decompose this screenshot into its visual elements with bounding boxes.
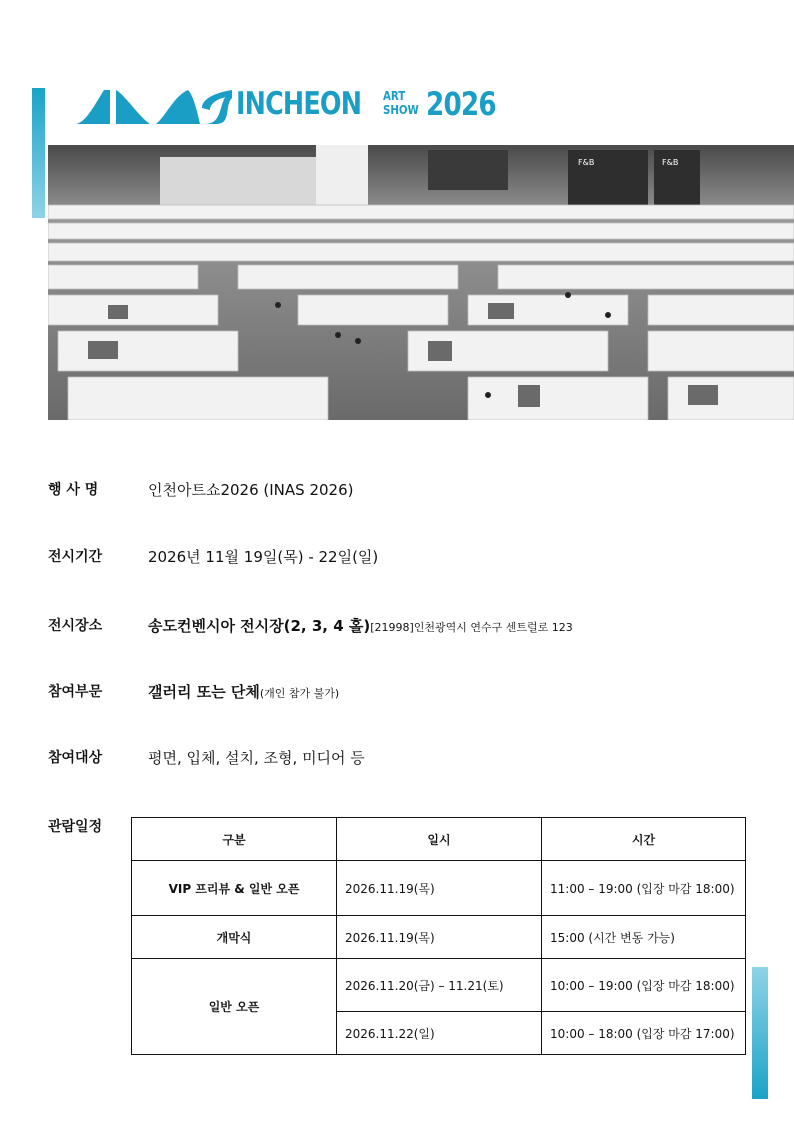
period-label: 전시기간 — [48, 549, 103, 565]
header-time: 시간 — [542, 818, 746, 861]
event-name-value: 인천아트쇼2026 (INAS 2026) — [148, 481, 354, 499]
row-time: 10:00 – 18:00 (입장 마감 17:00) — [542, 1012, 746, 1055]
venue-value: 송도컨벤시아 전시장(2, 3, 4 홀)[21998]인천광역시 연수구 센트럴로 123 — [148, 617, 573, 635]
period-value: 2026년 11월 19일(목) - 22일(일) — [148, 548, 379, 566]
target-label: 참여대상 — [48, 750, 103, 766]
schedule-label: 관람일정 — [48, 819, 103, 835]
schedule-table — [131, 817, 746, 1055]
row-category: 개막식 — [132, 916, 337, 959]
accent-bar-right — [752, 967, 768, 1099]
sign-fb-1: F&B — [578, 158, 595, 167]
logo-art-show — [383, 89, 419, 117]
exhibition-hall-illustration — [48, 145, 794, 420]
row-date: 2026.11.22(일) — [337, 1012, 542, 1055]
inas-logo-mark — [76, 86, 234, 126]
row-date: 2026.11.20(금) – 11.21(토) — [337, 959, 542, 1012]
venue-address: [21998]인천광역시 연수구 센트럴로 123 — [370, 621, 573, 634]
accent-bar-left — [32, 88, 45, 218]
category-note: (개인 참가 불가) — [259, 687, 340, 700]
category-label: 참여부문 — [48, 684, 103, 700]
row-time: 15:00 (시간 변동 가능) — [542, 916, 746, 959]
row-time: 10:00 – 19:00 (입장 마감 18:00) — [542, 959, 746, 1012]
row-date: 2026.11.19(목) — [337, 916, 542, 959]
logo-brand: INCHEON — [236, 86, 362, 122]
header-category: 구분 — [132, 818, 337, 861]
table-header-row — [132, 818, 746, 861]
row-category: 일반 오픈 — [132, 959, 337, 1055]
table-row — [132, 959, 746, 1012]
table-row — [132, 916, 746, 959]
header-date: 일시 — [337, 818, 542, 861]
venue-label: 전시장소 — [48, 618, 103, 634]
logo-show: SHOW — [383, 103, 419, 117]
target-value: 평면, 입체, 설치, 조형, 미디어 등 — [148, 749, 365, 767]
row-date: 2026.11.19(목) — [337, 861, 542, 916]
table-row — [132, 861, 746, 916]
sign-fb-2: F&B — [662, 158, 679, 167]
logo-year: 2026 — [426, 85, 496, 123]
row-time: 11:00 – 19:00 (입장 마감 18:00) — [542, 861, 746, 916]
event-name-label: 행 사 명 — [48, 482, 99, 498]
inas-wave-logo-icon — [76, 86, 234, 126]
category-value: 갤러리 또는 단체(개인 참가 불가) — [148, 683, 340, 701]
logo-art: ART — [383, 89, 406, 103]
exhibition-hall-photo — [48, 145, 794, 420]
row-category: VIP 프리뷰 & 일반 오픈 — [132, 861, 337, 916]
